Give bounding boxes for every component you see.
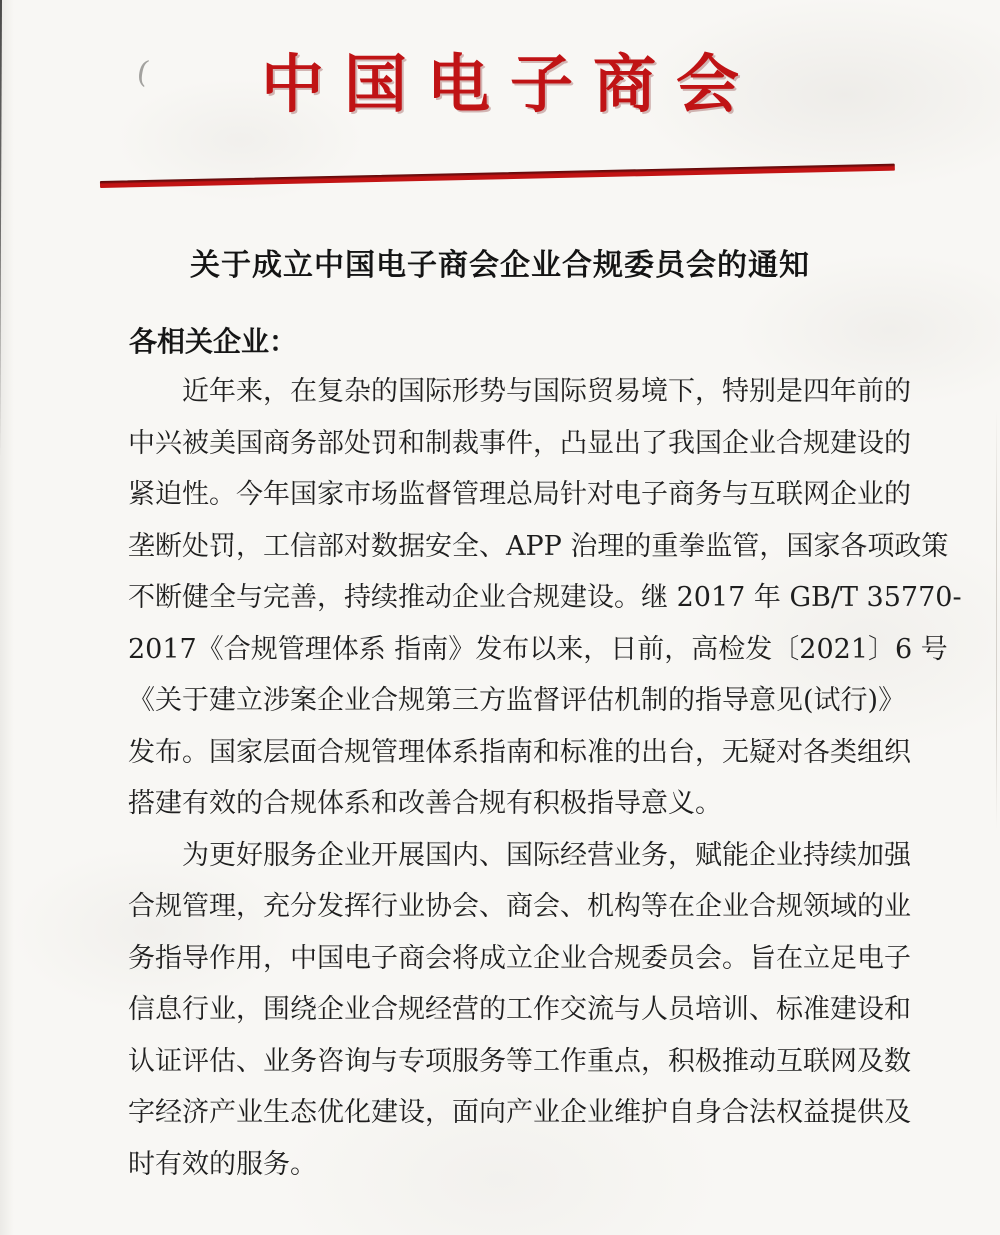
scan-edge-artifact-right xyxy=(996,410,997,830)
text-line: 《关于建立涉案企业合规第三方监督评估机制的指导意见(试行)》 xyxy=(128,685,906,716)
text-line: 搭建有效的合规体系和改善合规有积极指导意义。 xyxy=(128,788,722,819)
organization-name-header: 中国电子商会 xyxy=(261,47,759,121)
text-line: 紧迫性。今年国家市场监督管理总局针对电子商务与互联网企业的 xyxy=(128,479,911,510)
document-body xyxy=(128,366,962,1190)
scan-stray-mark: ( xyxy=(134,54,152,91)
paragraph-2 xyxy=(128,830,911,1191)
text-line: 不断健全与完善，持续推动企业合规建设。继 2017 年 GB/T 35770- xyxy=(128,582,962,613)
salutation: 各相关企业： xyxy=(129,325,298,358)
document-title: 关于成立中国电子商会企业合规委员会的通知 xyxy=(190,248,810,283)
text-line: 合规管理，充分发挥行业协会、商会、机构等在企业合规领域的业 xyxy=(128,891,911,922)
text-line: 时有效的服务。 xyxy=(128,1148,317,1180)
text-line: 为更好服务企业开展国内、国际经营业务，赋能企业持续加强 xyxy=(182,839,911,871)
text-line: 字经济产业生态优化建设，面向产业企业维护自身合法权益提供及 xyxy=(128,1097,911,1128)
text-line: 垄断处罚，工信部对数据安全、APP 治理的重拳监管，国家各项政策 xyxy=(128,530,949,562)
text-line: 发布。国家层面合规管理体系指南和标准的出台，无疑对各类组织 xyxy=(128,736,911,768)
text-line: 2017《合规管理体系 指南》发布以来，日前，高检发〔2021〕6 号 xyxy=(128,633,948,665)
text-line: 务指导作用，中国电子商会将成立企业合规委员会。旨在立足电子 xyxy=(128,942,911,974)
text-line: 信息行业，围绕企业合规经营的工作交流与人员培训、标准建设和 xyxy=(128,994,911,1025)
text-line: 近年来，在复杂的国际形势与国际贸易境下，特别是四年前的 xyxy=(182,376,911,407)
paragraph-1 xyxy=(128,366,962,830)
text-line: 中兴被美国商务部处罚和制裁事件，凸显出了我国企业合规建设的 xyxy=(128,427,911,459)
header-divider-rule xyxy=(100,164,895,188)
text-line: 认证评估、业务咨询与专项服务等工作重点，积极推动互联网及数 xyxy=(128,1045,911,1077)
